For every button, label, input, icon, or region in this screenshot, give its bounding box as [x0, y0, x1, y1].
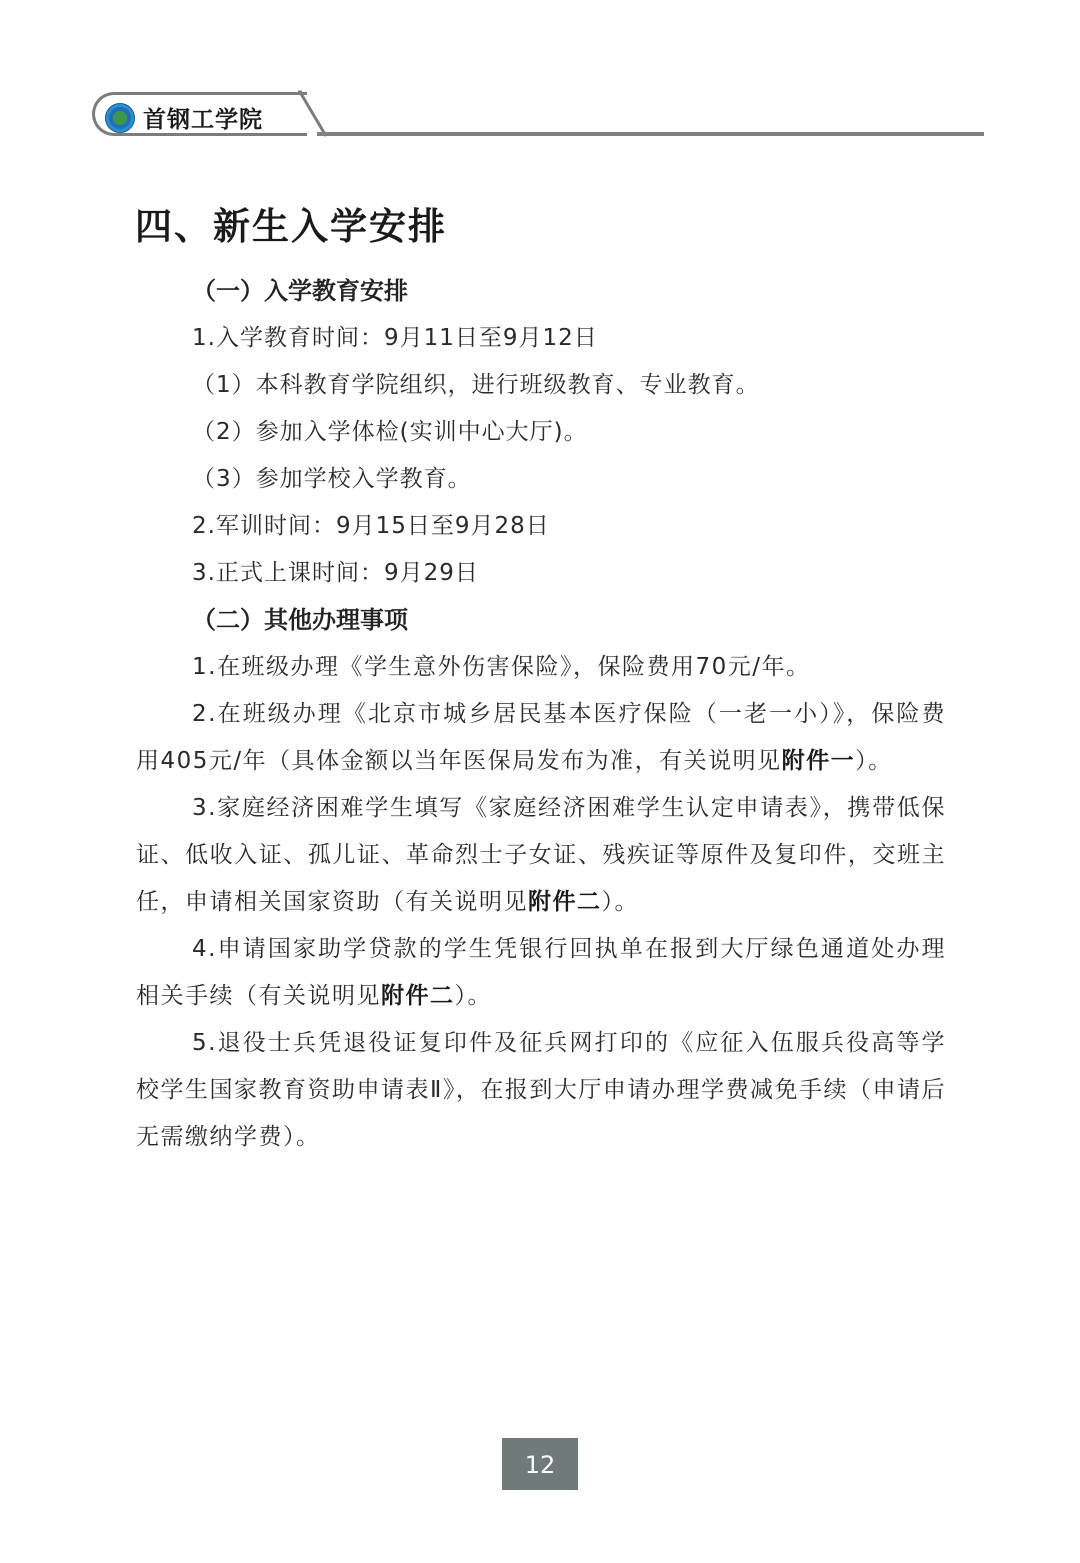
section2-item-4 — [136, 926, 946, 1020]
section1-line: 2.军训时间：9月15日至9月28日 — [192, 513, 550, 539]
page-title: 四、新生入学安排 — [135, 205, 447, 248]
section1-line: （3）参加学校入学教育。 — [192, 466, 472, 492]
section1-line: （2）参加入学体检(实训中心大厅)。 — [192, 419, 588, 445]
item4-text: 4.申请国家助学贷款的学生凭银行回执单在报到大厅绿色通道处办理相关手续（有关说明见 — [136, 936, 946, 1009]
section1-line: 1.入学教育时间：9月11日至9月12日 — [192, 325, 598, 351]
school-name: 首钢工学院 — [143, 106, 263, 133]
section2-item-5: 5.退役士兵凭退役证复印件及征兵网打印的《应征入伍服兵役高等学校学生国家教育资助申请表Ⅱ》，在报到大厅申请办理学费减免手续（申请后无需缴纳学费）。 — [136, 1030, 946, 1150]
school-emblem-icon — [105, 103, 135, 133]
section2-item-2 — [136, 691, 946, 785]
section2-item-3 — [136, 785, 946, 926]
section2-heading: （二）其他办理事项 — [192, 606, 408, 634]
item2-end: ）。 — [855, 748, 893, 774]
page-header — [92, 92, 984, 142]
header-rule — [317, 132, 984, 136]
item4-end: ）。 — [454, 983, 492, 1009]
attachment-ref: 附件一 — [781, 748, 856, 774]
section1-heading: （一）入学教育安排 — [192, 277, 408, 305]
page-number: 12 — [502, 1438, 578, 1490]
attachment-ref: 附件二 — [528, 889, 602, 915]
item3-end: ）。 — [601, 889, 639, 915]
section1-line: （1）本科教育学院组织，进行班级教育、专业教育。 — [192, 372, 760, 398]
header-divider-slant — [298, 90, 328, 138]
item2-text: 2.在班级办理《北京市城乡居民基本医疗保险（一老一小）》，保险费用405元/年（具体金额以当年医保局发布为准，有关说明见 — [136, 701, 946, 774]
item3-text: 3.家庭经济困难学生填写《家庭经济困难学生认定申请表》，携带低保证、低收入证、孤儿证、革命烈士子女证、残疾证等原件及复印件，交班主任，申请相关国家资助（有关说明见 — [136, 795, 946, 915]
attachment-ref: 附件二 — [381, 983, 455, 1009]
section1-line: 3.正式上课时间：9月29日 — [192, 560, 479, 586]
section2-item-1: 1.在班级办理《学生意外伤害保险》，保险费用70元/年。 — [192, 654, 811, 680]
document-body — [136, 268, 946, 1161]
header-tab — [92, 92, 307, 136]
